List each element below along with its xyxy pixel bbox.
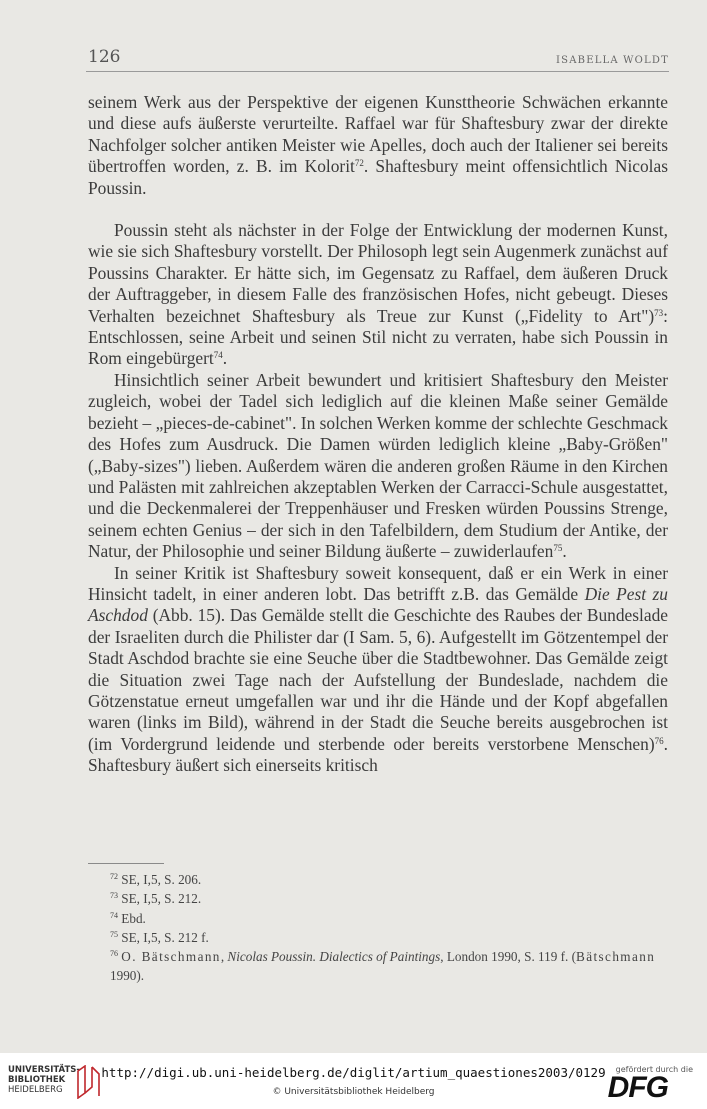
footnote-ref: 76 <box>654 735 664 746</box>
paragraph <box>88 92 668 199</box>
footnote-author: O. Bätschmann <box>121 949 221 965</box>
footnote-text: Ebd. <box>121 910 146 926</box>
digitization-footer <box>0 1053 707 1109</box>
footnote <box>88 889 668 908</box>
paragraph-text: : Entschlossen, seine Arbeit und seinen Stil nicht zu verraten, habe sich Poussin in Rom eingebürgert <box>88 305 668 369</box>
footnote-ref: 74 <box>213 350 223 361</box>
paragraph <box>88 370 668 563</box>
footnote-author: Bätschmann <box>576 949 656 965</box>
paragraph <box>88 563 668 777</box>
footnote-ref: 75 <box>553 543 563 554</box>
footnotes <box>88 870 668 986</box>
paragraph-text: . <box>222 348 228 369</box>
paragraph-text: Hinsichtlich seiner Arbeit bewundert und kritisiert Shaftesbury den Meister zugleich, wobei der Tadel sich lediglich auf die kleinen Maße seiner Gemälde bezieht – „pieces-de-cabinet". In solchen Werken komme der schlechte Geschmack des Hofes zum Ausdruck. Die Damen würden lediglich kleine „Baby-Größen" („Baby-sizes") lieben. Außerdem wären die anderen großen Räume in den Kirchen und Palästen mit zahlreichen akzeptablen Werken der Carracci-Schule ausgestattet, und die Deckenmalerei der Treppenhäuser und Fresken würden Poussins Strenge, seinem echten Genius – der sich in den Tafelbildern, dem Studium der Antike, der Natur, der Philosophie und seiner Bildung äußerte – zuwiderlaufen <box>88 369 668 562</box>
running-head: ISABELLA WOLDT <box>556 55 669 66</box>
dfg-logo[interactable] <box>608 1065 693 1102</box>
paragraph-text: . Shaftesbury meint offensichtlich Nicolas Poussin. <box>88 156 669 198</box>
footnote-number: 74 <box>110 910 118 920</box>
footnote <box>88 870 668 889</box>
footnote-ref: 73 <box>654 307 664 318</box>
body-text <box>88 92 668 777</box>
funding-label: gefördert durch die <box>615 1065 693 1074</box>
library-name-line: BIBLIOTHEK <box>8 1075 66 1085</box>
paragraph-text: seinem Werk aus der Perspektive der eigenen Kunsttheorie Schwächen erkannte und diese aufs äußerste verurteilte. Raffael war für Shaftesbury zwar der direkte Nachfolger solcher antiken Meister wie Apelles, doch auch der Italiener sei bereits übertroffen worden, z. B. im Kolorit <box>88 92 668 177</box>
funder-name: DFG <box>607 1071 668 1104</box>
footnote-text: SE, I,5, S. 206. <box>121 872 202 887</box>
paragraph-text: In seiner Kritik ist Shaftesbury soweit konsequent, daß er ein Werk in einer Hinsicht tadelt, in einer anderen lobt. Das betrifft z.B. das Gemälde <box>88 562 668 604</box>
paragraph-text: . <box>562 541 567 562</box>
footnote-text: , London 1990, S. 119 f. ( <box>440 949 577 965</box>
source-url-link[interactable]: http://digi.ub.uni-heidelberg.de/diglit/artium_quaestiones2003/0129 <box>101 1065 606 1080</box>
footnote-ref: 72 <box>354 158 364 169</box>
footnote-rule <box>88 863 164 864</box>
footnote-text: SE, I,5, S. 212. <box>121 891 202 907</box>
copyright-notice: © Universitätsbibliothek Heidelberg <box>272 1087 435 1097</box>
paragraph-text: . Shaftesbury äußert sich einerseits kritisch <box>88 733 668 776</box>
header-rule <box>86 71 669 72</box>
footnote <box>88 928 668 947</box>
library-name-line: UNIVERSITÄTS- <box>8 1065 80 1075</box>
footnote-number: 75 <box>110 929 118 939</box>
footnote-text: 1990). <box>110 968 145 984</box>
footnote-text: , <box>220 949 228 965</box>
footnote <box>88 909 668 928</box>
paragraph <box>88 220 668 370</box>
footnote-text: SE, I,5, S. 212 f. <box>121 929 209 945</box>
footnote-number: 76 <box>110 949 118 959</box>
paragraph-text: Poussin steht als nächster in der Folge der Entwicklung der modernen Kunst, wie sie sich Shaftesbury vorstellt. Der Philosoph legt sein Augenmerk zunächst auf Poussins Charakter. Er hätte sich, im Gegensatz zu Raffael, dem äußeren Druck der Auftraggeber, in diesem Falle des französischen Hofes, nicht gebeugt. Dieses Verhalten bezeichnet Shaftesbury als Treue zur Kunst („Fidelity to Art") <box>88 220 668 326</box>
paragraph-text: (Abb. 15). Das Gemälde stellt die Geschichte des Raubes der Bundeslade der Israeliten durch die Philister dar (I Sam. 5, 6). Aufgestellt im Götzentempel der Stadt Aschdod brachte sie eine Seuche über die Stadtbewohner. Das Gemälde zeigt die Situation zwei Tage nach der Aufstellung der Bundeslade, nachdem die Götzenstatue erneut umgefallen war und ihr die Hände und der Kopf abgefallen waren (links im Bild), während in der Stadt die Seuche bereits ausgebrochen ist (im Vordergrund leidende und sterbende oder bereits verstorbene Menschen) <box>88 605 668 754</box>
footnote-number: 72 <box>110 872 118 881</box>
footnote-number: 73 <box>110 891 118 901</box>
book-title: Nicolas Poussin. Dialectics of Paintings <box>227 949 441 965</box>
page-number: 126 <box>88 47 121 67</box>
painting-title: Die Pest zu Aschdod <box>88 583 668 626</box>
library-name-line: HEIDELBERG <box>8 1085 63 1095</box>
footnote <box>88 947 668 986</box>
